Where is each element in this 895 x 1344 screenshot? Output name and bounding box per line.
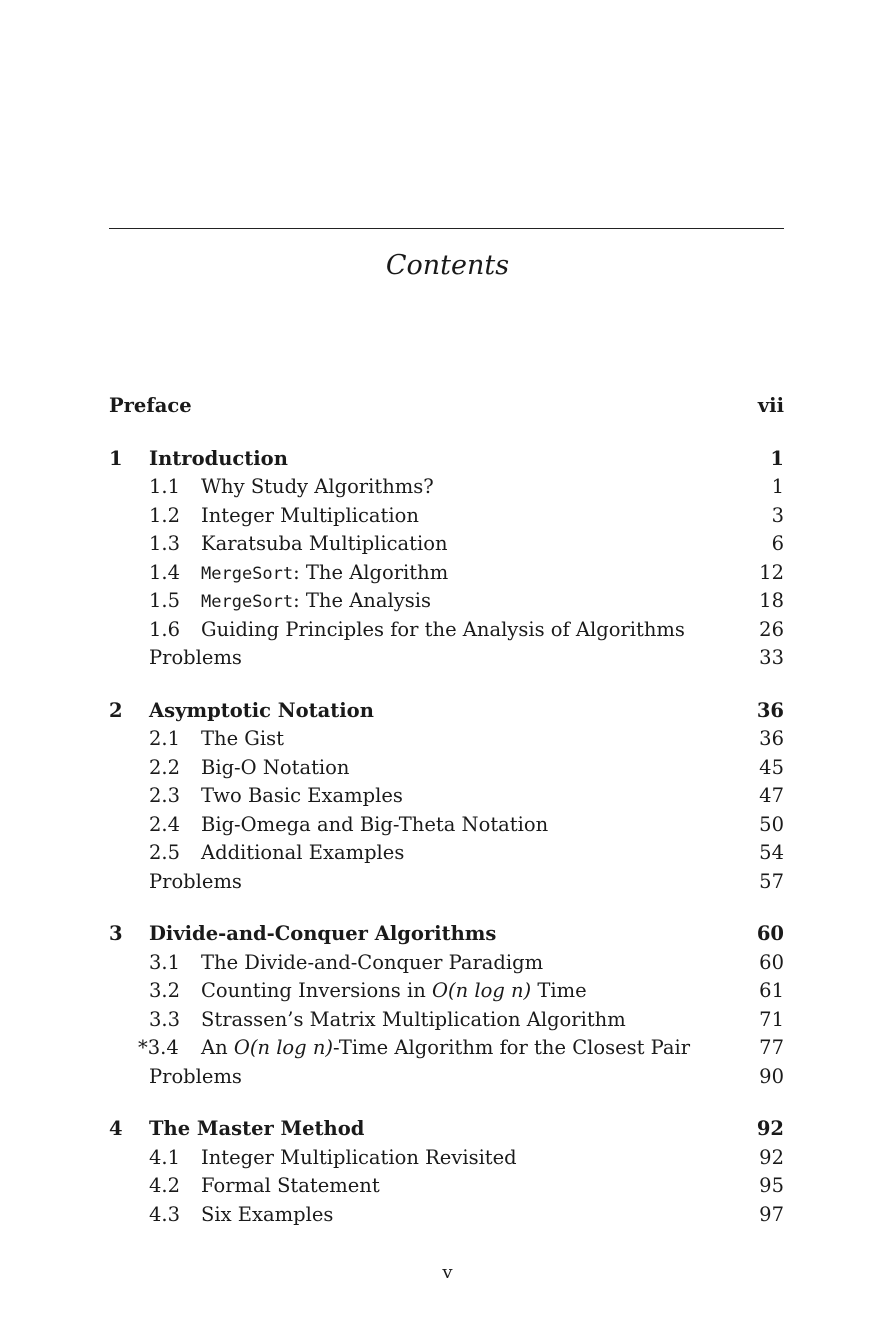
section-title: Integer Multiplication Revisited xyxy=(201,1145,517,1169)
section-number: 1.4 xyxy=(149,560,181,584)
section-title-post: Time xyxy=(531,979,587,1002)
section-page: 1 xyxy=(771,475,784,498)
toc-chapter-2[interactable] xyxy=(109,697,784,726)
section-title xyxy=(201,587,431,617)
problems-label: Problems xyxy=(149,869,242,893)
section-number: 2.4 xyxy=(149,812,181,836)
chapter-number: 1 xyxy=(109,446,123,470)
section-page: 12 xyxy=(759,560,784,584)
section-title: Strassen’s Matrix Multiplication Algorithm xyxy=(201,1007,626,1031)
toc-section-1-1[interactable] xyxy=(109,473,784,502)
section-page: 60 xyxy=(759,950,784,974)
code-term: MergeSort xyxy=(201,592,294,612)
toc-section-2-3[interactable] xyxy=(109,782,784,811)
section-number: 2.2 xyxy=(149,755,181,779)
chapter-page: 60 xyxy=(756,922,784,945)
section-title-pre: An xyxy=(201,1036,234,1059)
chapter-page: 1 xyxy=(770,446,784,470)
section-title xyxy=(201,559,448,589)
page-number-footer: v xyxy=(442,1262,453,1283)
section-title: The Gist xyxy=(201,727,284,750)
toc-preface[interactable] xyxy=(109,392,784,421)
toc-section-4-3[interactable] xyxy=(109,1201,784,1230)
toc-section-1-3[interactable] xyxy=(109,530,784,559)
section-number: 2.3 xyxy=(149,784,181,807)
section-number: 3.2 xyxy=(149,979,181,1002)
section-title: Two Basic Examples xyxy=(201,784,403,807)
toc-chapter-3[interactable] xyxy=(109,920,784,949)
chapter-number: 3 xyxy=(109,922,123,945)
header-rule xyxy=(109,228,784,229)
section-title: Guiding Principles for the Analysis of Algorithms xyxy=(201,617,685,641)
problems-page: 33 xyxy=(759,646,784,669)
toc-problems-1[interactable] xyxy=(109,644,784,673)
section-number: 4.1 xyxy=(149,1145,181,1169)
section-title-rest: : The Analysis xyxy=(293,589,431,612)
section-page: 36 xyxy=(759,727,784,750)
toc-problems-2[interactable] xyxy=(109,868,784,897)
section-title: Additional Examples xyxy=(201,841,405,864)
section-number: 1.1 xyxy=(149,475,181,498)
chapter-page: 36 xyxy=(756,698,784,722)
section-title: The Divide-and-Conquer Paradigm xyxy=(201,950,544,974)
toc-section-1-2[interactable] xyxy=(109,502,784,531)
section-page: 45 xyxy=(759,755,784,779)
preface-label: Preface xyxy=(109,394,192,417)
section-page: 61 xyxy=(759,979,784,1002)
section-title: Big-Omega and Big-Theta Notation xyxy=(201,812,549,836)
toc-section-1-6[interactable] xyxy=(109,616,784,645)
section-number: 1.6 xyxy=(149,617,181,641)
preface-page: vii xyxy=(757,394,784,417)
toc-chapter-4[interactable] xyxy=(109,1115,784,1144)
toc-section-4-2[interactable] xyxy=(109,1172,784,1201)
code-term: MergeSort xyxy=(201,563,294,584)
section-title: Karatsuba Multiplication xyxy=(201,532,448,555)
page-title: Contents xyxy=(385,250,510,281)
section-page: 6 xyxy=(771,532,784,555)
toc-section-4-1[interactable] xyxy=(109,1144,784,1173)
section-page: 77 xyxy=(759,1036,784,1059)
section-page: 97 xyxy=(759,1202,784,1226)
section-title: Integer Multiplication xyxy=(201,503,419,527)
section-number: 2.1 xyxy=(149,727,181,750)
problems-page: 57 xyxy=(759,869,784,893)
math-expression: O(n log n) xyxy=(233,1036,334,1059)
toc-section-3-2[interactable] xyxy=(109,977,784,1006)
toc-section-2-4[interactable] xyxy=(109,811,784,840)
toc-section-3-3[interactable] xyxy=(109,1006,784,1035)
section-title-rest: : The Algorithm xyxy=(293,560,449,584)
table-of-contents xyxy=(109,392,784,1229)
section-page: 50 xyxy=(759,812,784,836)
section-title-post: -Time Algorithm for the Closest Pair xyxy=(333,1036,691,1059)
chapter-number: 4 xyxy=(109,1117,123,1140)
section-number: *3.4 xyxy=(138,1036,179,1059)
section-number: 1.2 xyxy=(149,503,181,527)
problems-page: 90 xyxy=(759,1064,784,1088)
chapter-page: 92 xyxy=(756,1117,784,1140)
section-title: Big-O Notation xyxy=(201,755,350,779)
problems-label: Problems xyxy=(149,1064,242,1088)
chapter-title: Introduction xyxy=(149,446,288,470)
section-page: 71 xyxy=(759,1007,784,1031)
section-page: 54 xyxy=(759,841,784,864)
problems-label: Problems xyxy=(149,646,242,669)
chapter-title: Divide-and-Conquer Algorithms xyxy=(149,922,497,945)
toc-chapter-1[interactable] xyxy=(109,445,784,474)
section-page: 95 xyxy=(759,1174,784,1197)
section-title: Formal Statement xyxy=(201,1174,380,1197)
section-title xyxy=(201,1034,690,1063)
section-number: 4.3 xyxy=(149,1202,181,1226)
toc-section-2-2[interactable] xyxy=(109,754,784,783)
section-page: 3 xyxy=(771,503,784,527)
section-number: 3.3 xyxy=(149,1007,181,1031)
toc-section-3-4[interactable] xyxy=(109,1034,784,1063)
section-page: 47 xyxy=(759,784,784,807)
section-page: 18 xyxy=(759,589,784,612)
section-page: 92 xyxy=(759,1145,784,1169)
toc-section-1-5[interactable] xyxy=(109,587,784,616)
section-title: Why Study Algorithms? xyxy=(201,475,434,498)
chapter-title: The Master Method xyxy=(149,1117,365,1140)
section-title-pre: Counting Inversions in xyxy=(201,979,432,1002)
chapter-title: Asymptotic Notation xyxy=(149,698,374,722)
math-expression: O(n log n) xyxy=(431,979,532,1002)
section-title: Six Examples xyxy=(201,1202,334,1226)
section-number: 2.5 xyxy=(149,841,181,864)
section-page: 26 xyxy=(759,617,784,641)
toc-section-1-4[interactable] xyxy=(109,559,784,588)
section-number: 4.2 xyxy=(149,1174,181,1197)
section-title xyxy=(201,977,587,1006)
toc-section-2-1[interactable] xyxy=(109,725,784,754)
chapter-number: 2 xyxy=(109,698,123,722)
toc-section-3-1[interactable] xyxy=(109,949,784,978)
section-number: 3.1 xyxy=(149,950,181,974)
toc-problems-3[interactable] xyxy=(109,1063,784,1092)
section-number: 1.3 xyxy=(149,532,181,555)
section-number: 1.5 xyxy=(149,589,181,612)
toc-section-2-5[interactable] xyxy=(109,839,784,868)
